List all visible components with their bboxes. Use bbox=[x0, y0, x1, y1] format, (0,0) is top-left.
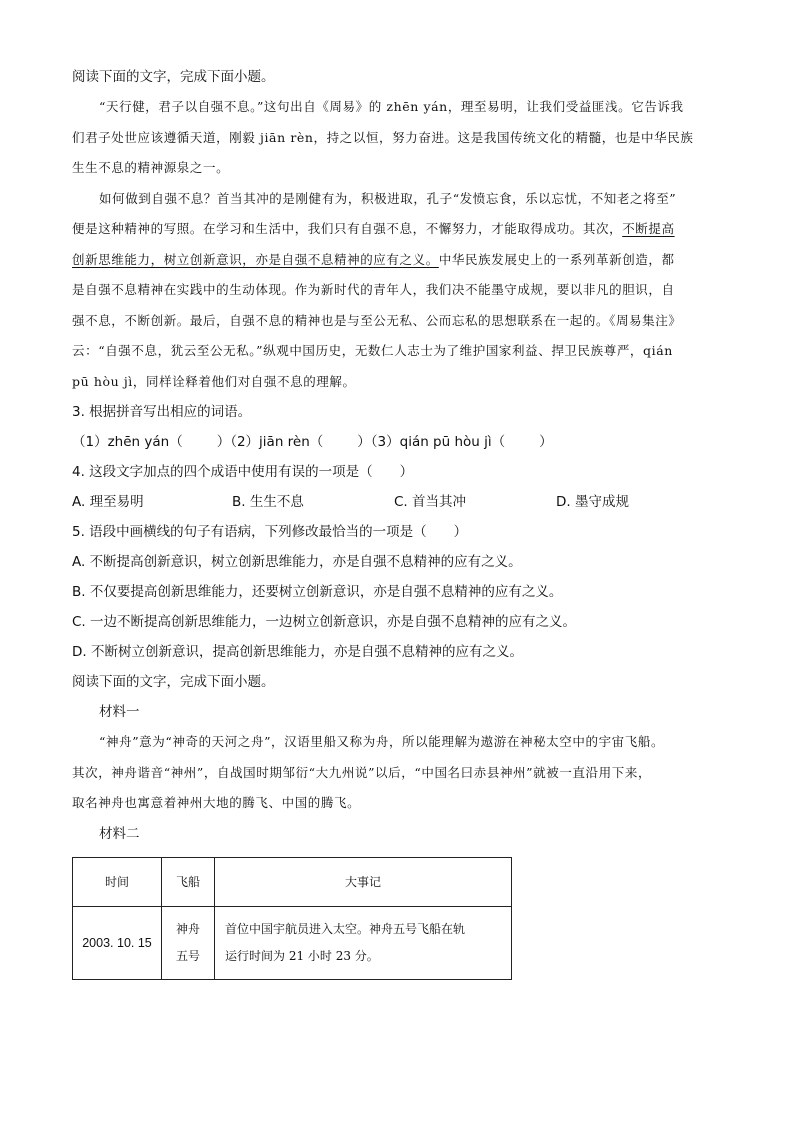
cell-date: 2003. 10. 15 bbox=[73, 906, 162, 979]
question-4-stem: 4. 这段文字加点的四个成语中使用有误的一项是（ ） bbox=[72, 464, 414, 480]
option-b[interactable]: B. 生生不息 bbox=[232, 494, 304, 510]
q3-item: ）（3）qián pū hòu jì（ bbox=[357, 434, 506, 450]
q3-item: （1）zhēn yán（ bbox=[72, 434, 183, 450]
material-2-title: 材料二 bbox=[99, 825, 140, 842]
option-a[interactable]: A. 理至易明 bbox=[72, 494, 144, 510]
craft-line: 五号 bbox=[175, 948, 200, 963]
question-3-items bbox=[72, 427, 732, 457]
header-craft: 飞船 bbox=[162, 857, 215, 906]
cell-craft bbox=[162, 906, 215, 979]
header-event: 大事记 bbox=[215, 857, 512, 906]
passage-line: pū hòu jì，同样诠释着他们对自强不息的理解。 bbox=[72, 373, 356, 389]
material-line: 取名神舟也寓意着神州大地的腾飞、中国的腾飞。 bbox=[72, 795, 361, 810]
underlined-sentence: 不断提高 bbox=[622, 221, 675, 236]
option-a[interactable]: A. 不断提高创新意识，树立创新思维能力，亦是自强不息精神的应有之义。 bbox=[72, 554, 522, 570]
section2-intro: 阅读下面的文字，完成下面小题。 bbox=[72, 674, 275, 690]
cell-event bbox=[215, 906, 512, 979]
question-3-stem: 3. 根据拼音写出相应的词语。 bbox=[72, 404, 252, 420]
passage-text: 便是这种精神的写照。在学习和生活中，我们只有自强不息，不懈努力，才能取得成功。其次， bbox=[72, 221, 623, 236]
exam-page bbox=[72, 62, 732, 980]
table-row bbox=[73, 906, 512, 979]
material-line: “神舟”意为“神奇的天河之舟”，汉语里船又称为舟，所以能理解为遨游在神秘太空中的宇宙飞船。 bbox=[99, 734, 665, 749]
passage-line: 是自强不息精神在实践中的生动体现。作为新时代的青年人，我们决不能墨守成规，要以非凡的胆识，自 bbox=[72, 282, 675, 297]
passage-text: 中华民族发展史上的一系列革新创造，都 bbox=[438, 251, 675, 267]
option-d[interactable]: D. 不断树立创新意识，提高创新思维能力，亦是自强不息精神的应有之义。 bbox=[72, 644, 523, 660]
material-1-title: 材料一 bbox=[99, 704, 140, 720]
passage-line: 们君子处世应该遵循天道，刚毅 jiān rèn，持之以恒，努力奋进。这是我国传统文化的精髓，也是中华民族 bbox=[72, 129, 694, 145]
option-b[interactable]: B. 不仅要提高创新思维能力，还要树立创新意识，亦是自强不息精神的应有之义。 bbox=[72, 584, 563, 600]
material-line: 其次，神舟谐音“神州”，自战国时期邹衍“大九州说”以后，“中国名曰赤县神州”就被一直沿用下来， bbox=[72, 764, 652, 780]
table-header-row bbox=[73, 857, 512, 906]
passage-line bbox=[72, 214, 732, 245]
event-line: 首位中国宇航员进入太空。神舟五号飞船在轨 bbox=[225, 921, 466, 936]
passage-line: “天行健，君子以自强不息。”这句出自《周易》的 zhēn yán，理至易明，让我们受益匪浅。它告诉我 bbox=[99, 99, 684, 114]
passage-line: 云：“自强不息，犹云至公无私。”纵观中国历史，无数仁人志士为了维护国家利益、捍卫民族尊严，qián bbox=[72, 343, 673, 358]
event-line: 运行时间为 21 小时 23 分。 bbox=[225, 948, 379, 963]
option-d[interactable]: D. 墨守成规 bbox=[556, 494, 629, 510]
passage-line: 生生不息的精神源泉之一。 bbox=[72, 160, 230, 175]
header-time: 时间 bbox=[73, 857, 162, 906]
passage-line: 如何做到自强不息？首当其冲的是刚健有为，积极进取，孔子“发愤忘食，乐以忘忧，不知老之将至” bbox=[99, 190, 677, 206]
option-c[interactable]: C. 一边不断提高创新思维能力，一边树立创新意识，亦是自强不息精神的应有之义。 bbox=[72, 614, 577, 630]
q3-item: ）（2）jiān rèn（ bbox=[216, 434, 324, 450]
events-table bbox=[72, 857, 512, 980]
question-4-options bbox=[72, 487, 732, 517]
underlined-sentence: 创新思维能力，树立创新意识，亦是自强不息精神的应有之义。 bbox=[72, 251, 439, 267]
passage-line: 强不息，不断创新。最后，自强不息的精神也是与至公无私、公而忘私的思想联系在一起的。《周易集注》 bbox=[72, 312, 682, 328]
question-5-stem: 5. 语段中画横线的句子有语病，下列修改最恰当的一项是（ ） bbox=[72, 524, 468, 540]
q3-item: ） bbox=[539, 434, 553, 450]
option-c[interactable]: C. 首当其冲 bbox=[394, 494, 467, 510]
passage-line bbox=[72, 245, 732, 276]
passage-paragraph-2 bbox=[72, 184, 732, 398]
craft-line: 神舟 bbox=[175, 921, 200, 936]
passage-paragraph-1 bbox=[72, 92, 732, 184]
section1-intro: 阅读下面的文字，完成下面小题。 bbox=[72, 69, 275, 85]
